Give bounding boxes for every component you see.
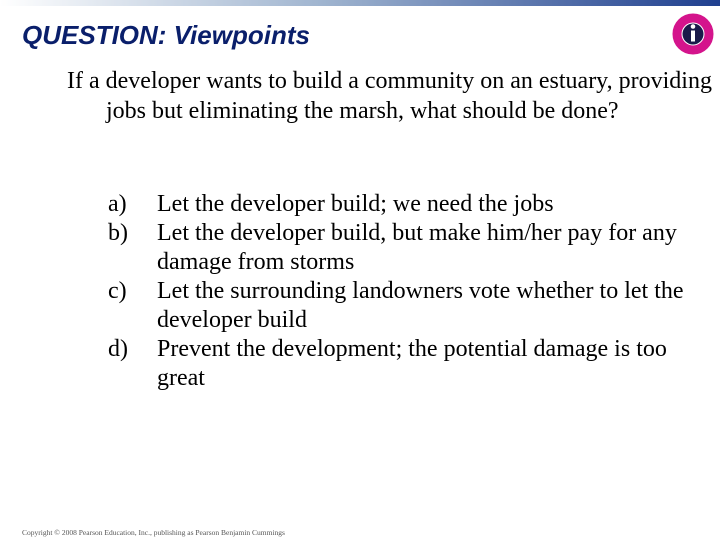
answer-letter: c): [108, 278, 127, 304]
answer-text: Prevent the development; the potential damage is too great: [157, 336, 667, 391]
answer-letter: b): [108, 220, 128, 246]
answer-option-a[interactable]: [108, 190, 708, 219]
answer-letter: a): [108, 191, 127, 217]
info-logo-icon: [672, 13, 714, 55]
slide-title: QUESTION: Viewpoints: [22, 20, 310, 50]
answer-text: Let the surrounding landowners vote whether to let the developer build: [157, 278, 684, 333]
answer-option-c[interactable]: [108, 277, 708, 335]
answer-option-d[interactable]: [108, 335, 708, 393]
copyright-footer: Copyright © 2008 Pearson Education, Inc., publishing as Pearson Benjamin Cummings: [22, 528, 285, 537]
answer-text: Let the developer build, but make him/her pay for any damage from storms: [157, 220, 677, 275]
answer-option-b[interactable]: [108, 219, 708, 277]
question-text: If a developer wants to build a community on an estuary, providing jobs but eliminating the marsh, what should be done?: [67, 68, 712, 124]
header-gradient-bar: [0, 0, 720, 6]
answer-letter: d): [108, 336, 128, 362]
answer-text: Let the developer build; we need the jobs: [157, 191, 554, 217]
answer-list: [108, 190, 708, 393]
